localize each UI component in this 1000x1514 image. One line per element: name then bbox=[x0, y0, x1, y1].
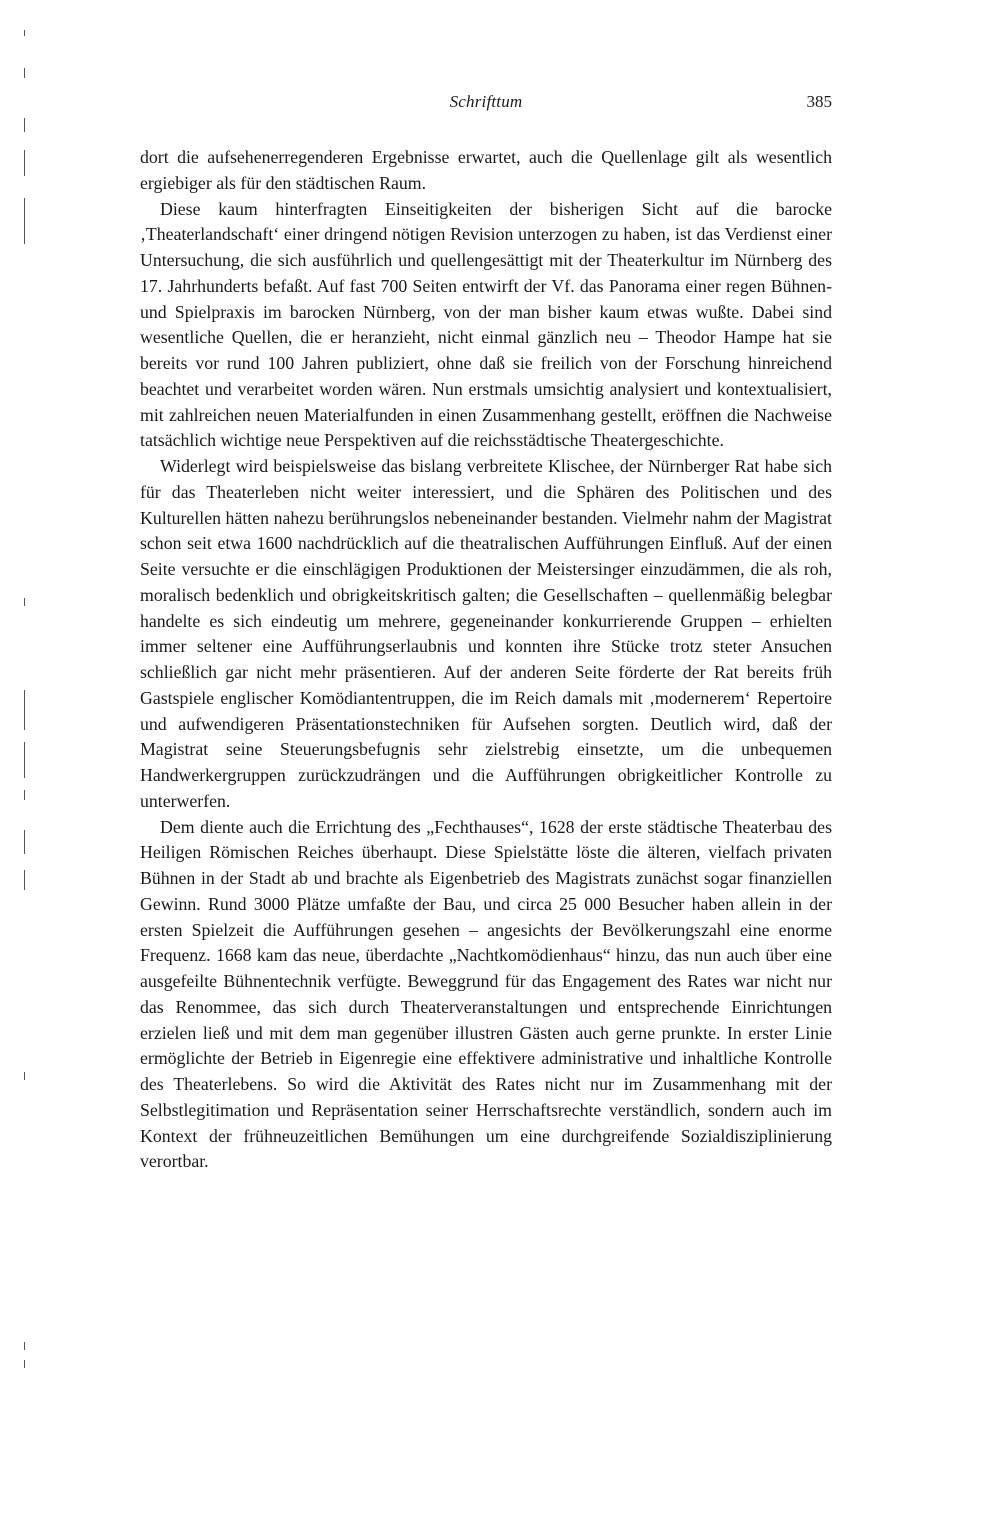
running-title: Schrifttum bbox=[449, 92, 523, 111]
paragraph: Dem diente auch die Errichtung des „Fechthauses“, 1628 der erste städtische Theaterbau des Heiligen Römischen Reiches überhaupt. Diese Spielstätte löste die älteren, vielfach privaten Bühnen in der Stadt ab und brachte als Eigenbetrieb des Magistrats zunächst sogar finanziellen Gewinn. Rund 3000 Plätze umfaßte der Bau, und circa 25 000 Besucher haben allein in der ersten Spielzeit die Aufführungen gesehen – angesichts der Bevölkerungszahl eine enorme Frequenz. 1668 kam das neue, überdachte „Nachtkomödienhaus“ hinzu, das nun auch über eine ausgefeilte Bühnentechnik verfügte. Beweggrund für das Engagement des Rates war nicht nur das Renommee, das sich durch Theaterveranstaltungen und entsprechende Einrichtungen erzielen ließ und mit dem man gegenüber illustren Gästen auch gerne prunkte. In erster Linie ermöglichte der Betrieb in Eigenregie eine effektivere administrative und inhaltliche Kontrolle des Theaterlebens. So wird die Aktivität des Rates nicht nur im Zusammenhang mit der Selbstlegitimation und Repräsentation seiner Herrschaftsrechte verständlich, sondern auch im Kontext der frühneuzeitlichen Bemühungen um eine durchgreifende Sozialdisziplinierung verortbar. bbox=[140, 816, 832, 1172]
scan-mark bbox=[24, 198, 25, 244]
paragraph: Widerlegt wird beispielsweise das bislang verbreitete Klischee, der Nürnberger Rat habe sich für das Theaterleben nicht weiter interessiert, und die Sphären des Politischen und des Kulturellen hätten nahezu berührungslos nebeneinander bestanden. Vielmehr nahm der Magistrat schon seit etwa 1600 nachdrücklich auf die theatralischen Aufführungen Einfluß. Auf der einen Seite versuchte er die einschlägigen Produktionen der Meistersinger einzudämmen, die als roh, moralisch bedenklich und obrigkeitskritisch galten; die Gesellschaften – quellenmäßig belegbar handelte es sich eindeutig um mehrere, gegeneinander konkurrierende Gruppen – erhielten immer seltener eine Aufführungserlaubnis und konnten ihre Stücke trotz steter Ansuchen schließlich gar nicht mehr präsentieren. Auf der anderen Seite förderte der Rat bereits früh Gastspiele englischer Komödiantentruppen, die im Reich damals mit ‚modernerem‘ Repertoire und aufwendigeren Präsentationstechniken für Aufsehen sorgten. Deutlich wird, daß der Magistrat seine Steuerungsbefugnis sehr zielstrebig einsetzte, um die unbequemen Handwerkergruppen zurückzudrängen und die Aufführungen obrigkeitlicher Kontrolle zu unterwerfen. bbox=[140, 456, 832, 811]
scan-mark bbox=[24, 30, 25, 36]
scan-mark bbox=[24, 1360, 25, 1368]
scan-mark bbox=[24, 1072, 25, 1080]
scan-mark bbox=[24, 690, 25, 730]
scan-mark bbox=[24, 118, 25, 132]
scan-edge-marks bbox=[0, 0, 40, 1514]
scan-mark bbox=[24, 68, 25, 78]
scan-mark bbox=[24, 598, 25, 606]
scan-mark bbox=[24, 742, 25, 778]
running-head bbox=[140, 92, 832, 120]
scan-mark bbox=[24, 790, 25, 800]
scan-mark bbox=[24, 1342, 25, 1350]
scan-mark bbox=[24, 870, 25, 890]
body-text bbox=[140, 145, 832, 1175]
scan-mark bbox=[24, 830, 25, 854]
page-number: 385 bbox=[806, 92, 832, 111]
scan-mark bbox=[24, 150, 25, 176]
paragraph: Diese kaum hinterfragten Einseitigkeiten der bisherigen Sicht auf die barocke ‚Theaterlandschaft‘ einer dringend nötigen Revision unterzogen zu haben, ist das Verdienst einer Untersuchung, die sich ausführlich und quellengesättigt mit der Theaterkultur im Nürnberg des 17. Jahrhunderts befaßt. Auf fast 700 Seiten entwirft der Vf. das Panorama einer regen Bühnen- und Spielpraxis im barocken Nürnberg, von der man bisher kaum etwas wußte. Dabei sind wesentliche Quellen, die er heranzieht, nicht einmal gänzlich neu – Theodor Hampe hat sie bereits vor rund 100 Jahren publiziert, ohne daß sie freilich von der Forschung hinreichend beachtet und verarbeitet worden wären. Nun erstmals umsichtig analysiert und kontextualisiert, mit zahlreichen neuen Materialfunden in einen Zusammenhang gestellt, eröffnen die Nachweise tatsächlich wichtige neue Perspektiven auf die reichsstädtische Theatergeschichte. bbox=[140, 198, 832, 451]
paragraph-continuation: dort die aufsehenerregenderen Ergebnisse erwartet, auch die Quellenlage gilt als wesentlich ergiebiger als für den städtischen Raum. bbox=[140, 147, 832, 193]
